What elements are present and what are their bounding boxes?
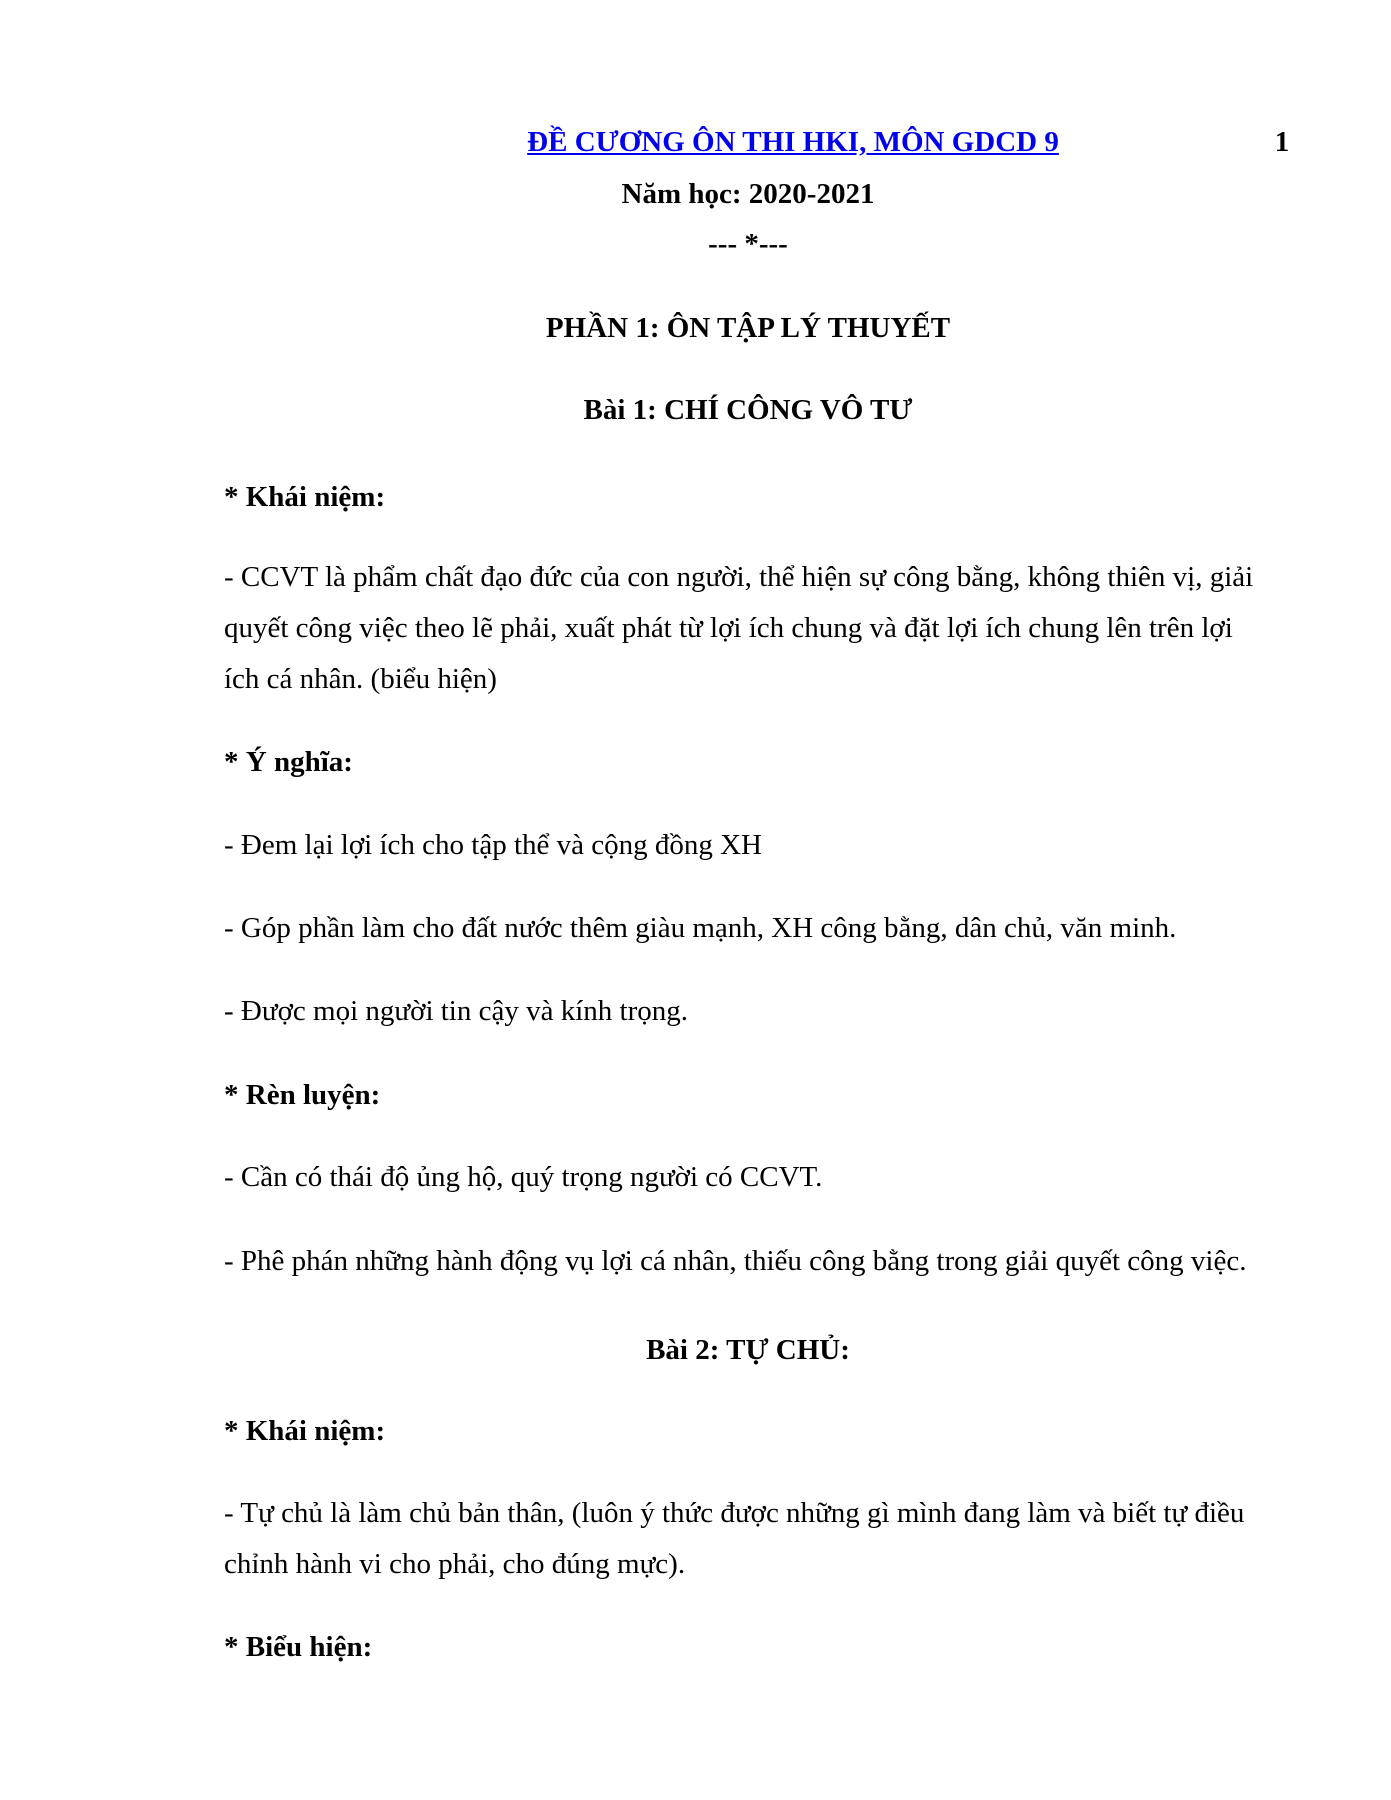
school-year: Năm học: 2020-2021 xyxy=(621,178,875,210)
lesson1-meaning-item: - Được mọi người tin cậy và kính trọng. xyxy=(224,995,688,1027)
lesson1-concept-text: - CCVT là phẩm chất đạo đức của con người, thể hiện sự công bằng, không thiên vị, giải quyết công việc theo lẽ phải, xuất phát từ lợi ích chung và đặt lợi ích chung lên trên lợi ích cá nhân. (biểu hiện) xyxy=(224,561,1254,695)
lesson2-concept-text: - Tự chủ là làm chủ bản thân, (luôn ý thức được những gì mình đang làm và biết tự điều chỉnh hành vi cho phải, cho đúng mực). xyxy=(224,1497,1245,1580)
page-number: 1 xyxy=(1274,126,1290,158)
lesson1-practice-item: - Phê phán những hành động vụ lợi cá nhân, thiếu công bằng trong giải quyết công việc. xyxy=(224,1245,1247,1277)
lesson1-meaning-heading: * Ý nghĩa: xyxy=(224,746,353,778)
separator: --- *--- xyxy=(708,228,788,260)
lesson2-title: Bài 2: TỰ CHỦ: xyxy=(646,1334,850,1366)
part-title: PHẦN 1: ÔN TẬP LÝ THUYẾT xyxy=(545,312,951,344)
lesson1-meaning-item: - Góp phần làm cho đất nước thêm giàu mạnh, XH công bằng, dân chủ, văn minh. xyxy=(224,912,1177,944)
lesson1-concept-heading: * Khái niệm: xyxy=(224,481,386,513)
lesson1-practice-item: - Cần có thái độ ủng hộ, quý trọng người có CCVT. xyxy=(224,1161,823,1193)
lesson2-concept-heading: * Khái niệm: xyxy=(224,1415,386,1447)
document-title[interactable]: ĐỀ CƯƠNG ÔN THI HKI, MÔN GDCD 9 xyxy=(527,126,1059,158)
lesson1-title: Bài 1: CHÍ CÔNG VÔ TƯ xyxy=(583,394,913,426)
lesson1-practice-heading: * Rèn luyện: xyxy=(224,1079,381,1111)
lesson1-meaning-item: - Đem lại lợi ích cho tập thể và cộng đồng XH xyxy=(224,829,763,861)
lesson2-expression-heading: * Biểu hiện: xyxy=(224,1631,373,1663)
